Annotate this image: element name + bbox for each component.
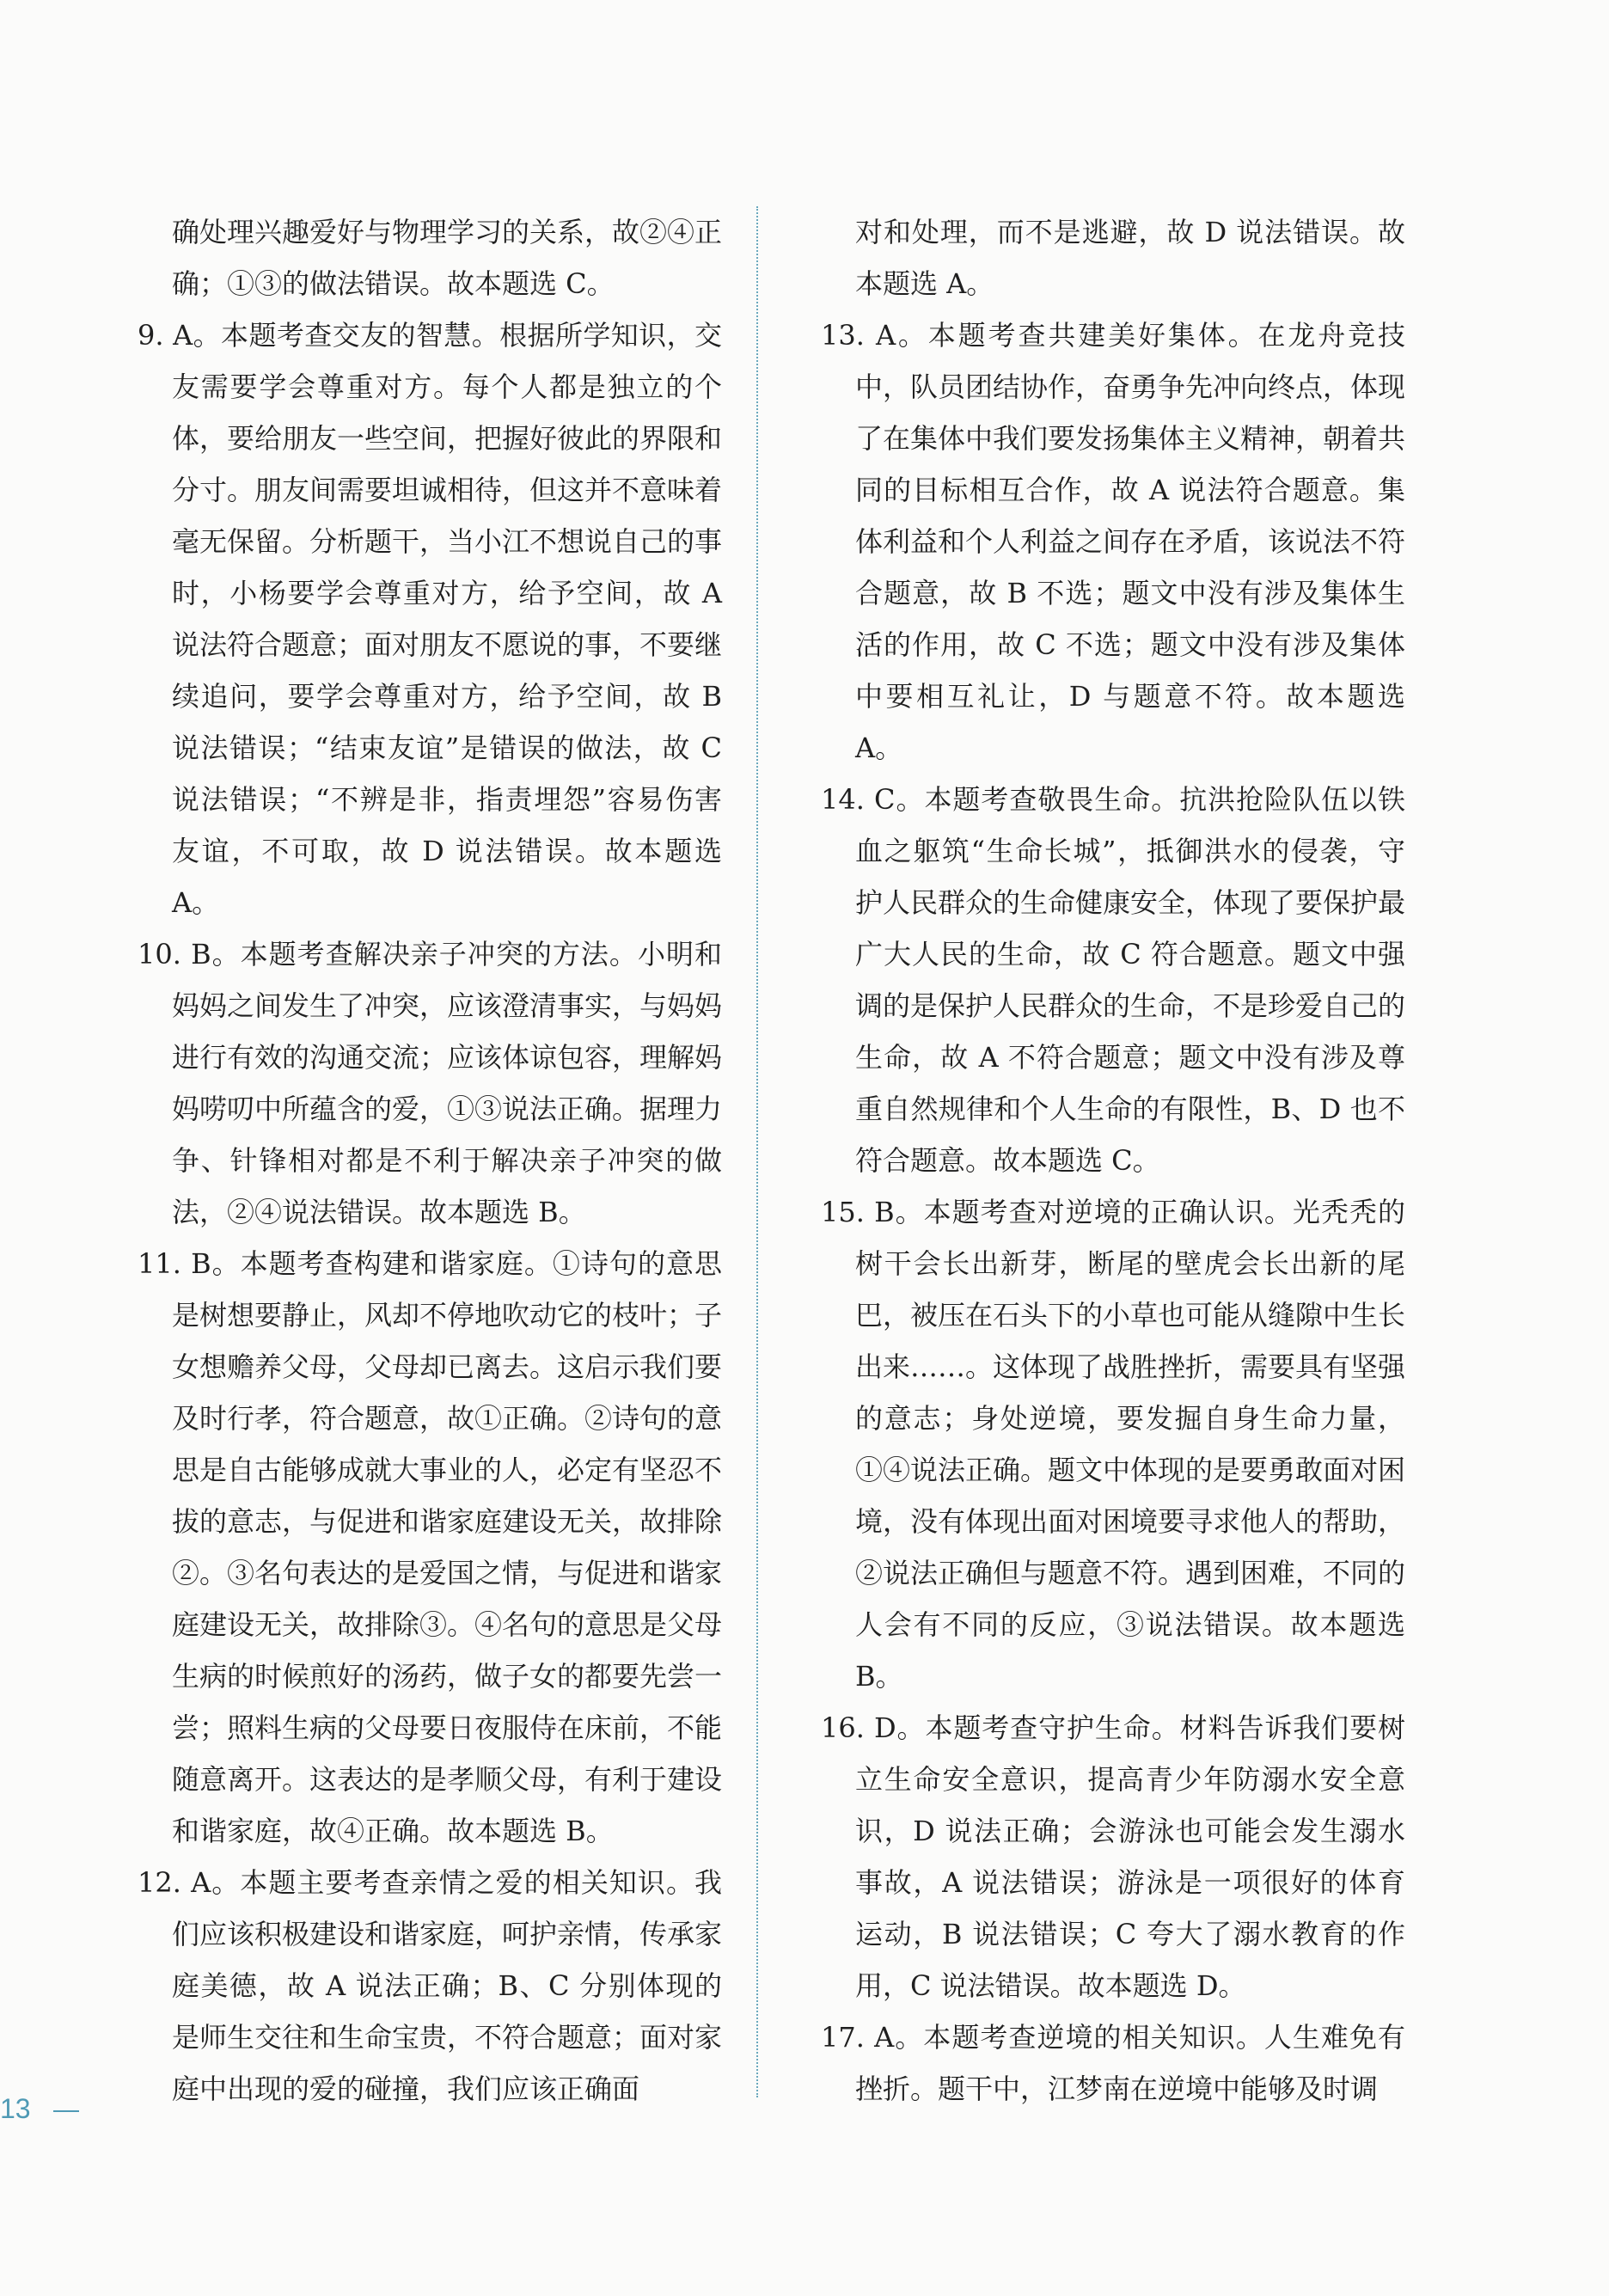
continuation-text: 确处理兴趣爱好与物理学习的关系，故②④正确；①③的做法错误。故本题选 C。 [172,216,723,300]
answer-item-11: 11. B。本题考查构建和谐家庭。①诗句的意思是树想要静止，风却不停地吹动它的枝叶；子女想赡养父母，父母却已离去。这启示我们要及时行孝，符合题意，故①正确。②诗句的意思是自古能够成就大事业的人，必定有坚忍不拔的意志，与促进和谐家庭建设无关，故排除②。③名句表达的是爱国之情，与促进和谐家庭建设无关，故排除③。④名句的意思是父母生病的时候煎好的汤药，做子女的都要先尝一尝；照料生病的父母要日夜服侍在床前，不能随意离开。这表达的是孝顺父母，有利于建设和谐家庭，故④正确。故本题选 B。 [138,1247,723,1847]
answer-item-14: 14. C。本题考查敬畏生命。抗洪抢险队伍以铁血之躯筑“生命长城”，抵御洪水的侵袭，守护人民群众的生命健康安全，体现了要保护最广大人民的生命，故 C 符合题意。题文中强调的是保护人民群众的生命，不是珍爱自己的生命，故 A 不符合题意；题文中没有涉及尊重自然规律和个人生命的有限性，B、D 也不符合题意。故本题选 C。 [821,783,1406,1177]
page-number-rule [53,2110,79,2112]
column-divider [756,206,758,2097]
answer-item-12: 12. A。本题主要考查亲情之爱的相关知识。我们应该积极建设和谐家庭，呵护亲情，传承家庭美德，故 A 说法正确；B、C 分别体现的是师生交往和生命宝贵，不符合题意；面对家庭中出现的爱的碰撞，我们应该正确面 [138,1866,723,2105]
left-column [138,206,722,2115]
answer-item-17: 17. A。本题考查逆境的相关知识。人生难免有挫折。题干中，江梦南在逆境中能够及时调 [821,2021,1405,2105]
page-number: 13 [0,2093,31,2124]
answer-item-15: 15. B。本题考查对逆境的正确认识。光秃秃的树干会长出新芽，断尾的壁虎会长出新的尾巴，被压在石头下的小草也可能从缝隙中生长出来……。这体现了战胜挫折，需要具有坚强的意志；身处逆境，要发掘自身生命力量，①④说法正确。题文中体现的是要勇敢面对困境，没有体现出面对困境要寻求他人的帮助，②说法正确但与题意不符。遇到困难，不同的人会有不同的反应，③说法错误。故本题选 B。 [821,1196,1406,1693]
answer-item-9: 9. A。本题考查交友的智慧。根据所学知识，交友需要学会尊重对方。每个人都是独立的个体，要给朋友一些空间，把握好彼此的界限和分寸。朋友间需要坦诚相待，但这并不意味着毫无保留。分析题干，当小江不想说自己的事时，小杨要学会尊重对方，给予空间，故 A 说法符合题意；面对朋友不愿说的事，不要继续追问，要学会尊重对方，给予空间，故 B 说法错误；“结束友谊”是错误的做法，故 C 说法错误；“不辨是非，指责埋怨”容易伤害友谊，不可取，故 D 说法错误。故本题选 A。 [138,319,723,919]
answer-item-13: 13. A。本题考查共建美好集体。在龙舟竞技中，队员团结协作，奋勇争先冲向终点，体现了在集体中我们要发扬集体主义精神，朝着共同的目标相互合作，故 A 说法符合题意。集体利益和个人利益之间存在矛盾，该说法不符合题意，故 B 不选；题文中没有涉及集体生活的作用，故 C 不选；题文中没有涉及集体中要相互礼让，D 与题意不符。故本题选 A。 [821,319,1406,764]
right-column [821,206,1405,2115]
continuation-text: 对和处理，而不是逃避，故 D 说法错误。故本题选 A。 [855,216,1405,300]
answer-item-16: 16. D。本题考查守护生命。材料告诉我们要树立生命安全意识，提高青少年防溺水安全意识，D 说法正确；会游泳也可能会发生溺水事故，A 说法错误；游泳是一项很好的体育运动，B 说法错误；C 夸大了溺水教育的作用，C 说法错误。故本题选 D。 [821,1711,1405,2002]
answer-item-10: 10. B。本题考查解决亲子冲突的方法。小明和妈妈之间发生了冲突，应该澄清事实，与妈妈进行有效的沟通交流；应该体谅包容，理解妈妈唠叨中所蕴含的爱，①③说法正确。据理力争、针锋相对都是不利于解决亲子冲突的做法，②④说法错误。故本题选 B。 [138,938,723,1228]
